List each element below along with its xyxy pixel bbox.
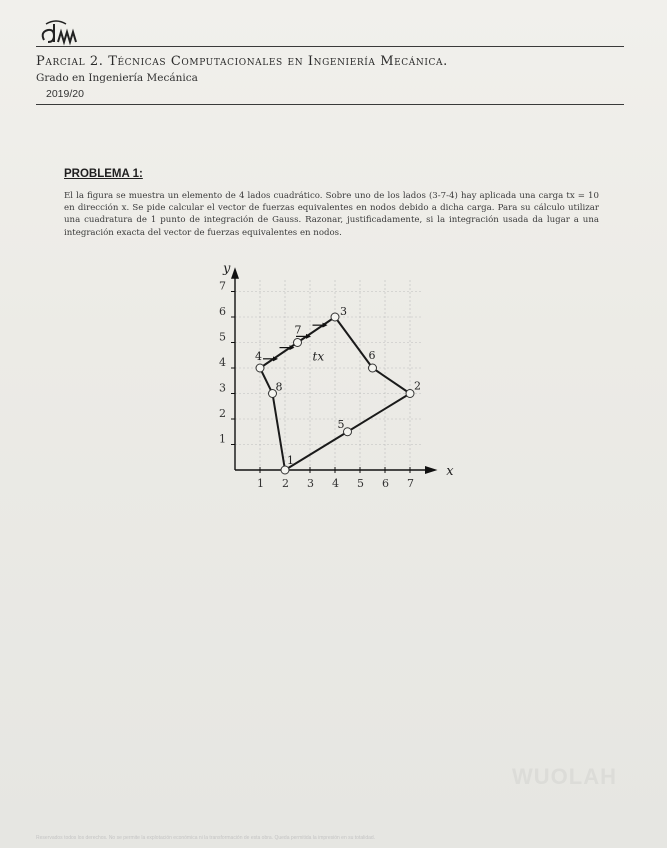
y-tick-label: 6 [219, 305, 226, 318]
x-axis-label: x [446, 464, 454, 479]
node-marker [406, 390, 414, 398]
footer-copyright: Reservados todos los derechos. No se permite la explotación económica ni la transformación de esta obra. Queda permitida la impresión en su totalidad. [36, 835, 376, 841]
node-label: 2 [414, 379, 421, 393]
y-tick-label: 1 [219, 432, 226, 446]
x-tick-label: 6 [382, 477, 389, 490]
university-logo [38, 18, 86, 48]
x-tick-label: 3 [307, 477, 314, 490]
exam-title: Parcial 2. Técnicas Computacionales en Ingeniería Mecánica. [36, 54, 448, 69]
x-tick-label: 7 [407, 477, 414, 490]
x-axis-arrow-icon [425, 466, 438, 474]
node-label: 8 [275, 380, 283, 394]
load-label: tx [312, 349, 325, 364]
x-tick-label: 1 [257, 477, 264, 490]
node-marker [344, 428, 352, 436]
y-axis-label: y [223, 262, 231, 277]
y-tick-label: 2 [219, 407, 226, 420]
y-axis-arrow-icon [231, 267, 239, 278]
y-tick-label: 3 [219, 381, 226, 395]
degree-name: Grado en Ingeniería Mecánica [36, 72, 198, 84]
header-bottom-rule [36, 104, 624, 105]
problem-statement: El la figura se muestra un elemento de 4 lados cuadrático. Sobre uno de los lados (3-7-4) hay aplicada una carga tx = 10 en dirección x. Se pide calcular el vector de fuerzas equivalentes en nodos debido a dicha carga. Para su cálculo utilizar una cuadratura de 1 punto de integración de Gauss. Razonar, justificadamente, si la integración usada da lugar a una integración exacta del vector de fuerzas equivalentes en nodos. [64, 191, 599, 238]
node-marker [256, 364, 264, 372]
node-label: 1 [287, 454, 294, 467]
header-top-rule [36, 46, 624, 47]
watermark-logo: WUOLAH [512, 764, 617, 789]
node-marker [294, 339, 302, 347]
node-marker [369, 364, 377, 372]
x-tick-label: 4 [332, 477, 339, 490]
node-label: 4 [255, 350, 262, 363]
node-label: 7 [294, 323, 302, 337]
node-marker [331, 313, 339, 321]
element-figure [198, 262, 468, 502]
node-label: 3 [340, 305, 347, 318]
x-tick-label: 2 [282, 477, 289, 490]
y-tick-label: 4 [219, 356, 226, 369]
node-marker [281, 466, 289, 474]
x-tick-label: 5 [357, 477, 364, 490]
academic-year: 2019/20 [46, 88, 84, 100]
node-label: 6 [368, 349, 376, 362]
y-tick-label: 5 [219, 330, 226, 344]
problem-title: PROBLEMA 1: [64, 168, 143, 180]
node-label: 5 [337, 417, 345, 431]
y-tick-label: 7 [219, 279, 226, 293]
